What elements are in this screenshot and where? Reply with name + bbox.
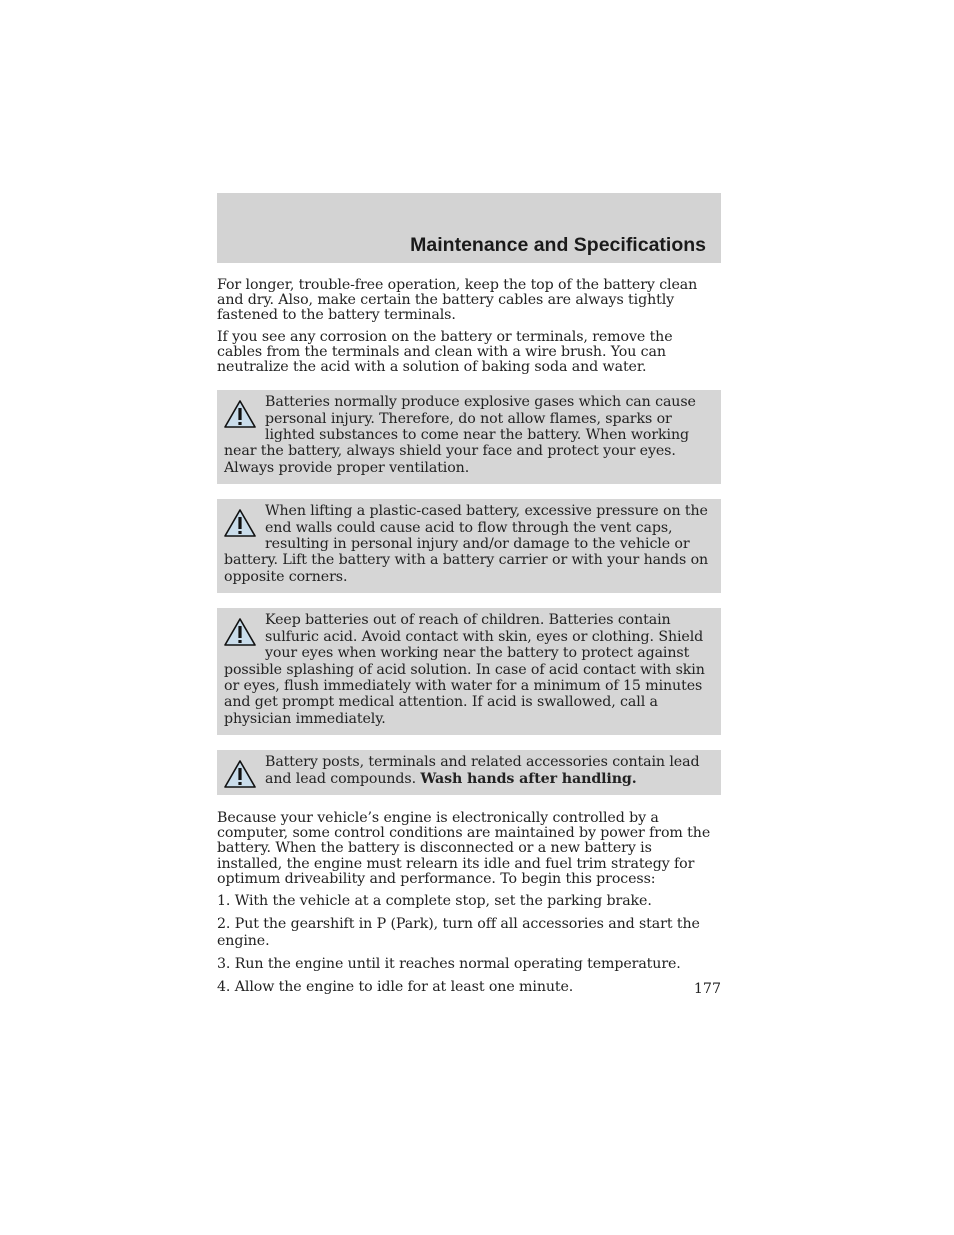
warning-box-children-acid [217, 608, 721, 735]
warning-box-lifting-battery [217, 499, 721, 593]
section-title: Maintenance and Specifications [410, 234, 706, 256]
page-number: 177 [693, 981, 721, 997]
paragraph-battery-care: For longer, trouble-free operation, keep the top of the battery clean and dry. Also, make certain the battery cables are always tightly fastened to the battery terminals. [217, 277, 698, 324]
step-item: 4. Allow the engine to idle for at least one minute. [217, 978, 574, 995]
page-content [217, 278, 721, 1002]
warning-triangle-icon [223, 508, 257, 538]
warning-emphasis: Wash hands after handling. [420, 770, 637, 787]
warning-text: When lifting a plastic-cased battery, excessive pressure on the end walls could cause acid to flow through the vent caps, resulting in personal injury and/or damage to the vehicle or battery. Lift the battery with a battery carrier or with your hands on opposite corners. [224, 503, 709, 585]
step-item: 2. Put the gearshift in P (Park), turn off all accessories and start the engine. [217, 915, 700, 949]
warning-triangle-icon [223, 617, 257, 647]
warning-text: Keep batteries out of reach of children. Batteries contain sulfuric acid. Avoid contact with skin, eyes or clothing. Shield your eyes when working near the battery to protect against possible splashing of acid solution. In case of acid contact with skin or eyes, flush immediately with water for a minimum of 15 minutes and get prompt medical attention. If acid is swallowed, call a physician immediately. [224, 612, 705, 727]
warning-box-explosive-gases [217, 390, 721, 484]
warning-triangle-icon [223, 759, 257, 789]
warning-text: Batteries normally produce explosive gases which can cause personal injury. Therefore, do not allow flames, sparks or lighted substances to come near the battery. When working near the battery, always shield your face and protect your eyes. Always provide proper ventilation. [224, 394, 696, 476]
warning-text: Battery posts, terminals and related accessories contain lead and lead compounds. [265, 754, 700, 787]
step-item: 3. Run the engine until it reaches normal operating temperature. [217, 955, 681, 972]
warning-triangle-icon [223, 399, 257, 429]
step-item: 1. With the vehicle at a complete stop, set the parking brake. [217, 892, 652, 909]
paragraph-engine-relearn: Because your vehicle’s engine is electronically controlled by a computer, some control conditions are maintained by power from the battery. When the battery is disconnected or a new battery is installed, the engine must relearn its idle and fuel trim strategy for optimum driveability and performance. To begin this process: [217, 809, 711, 887]
warning-box-lead-compounds [217, 750, 721, 795]
paragraph-corrosion: If you see any corrosion on the battery or terminals, remove the cables from the terminals and clean with a wire brush. You can neutralize the acid with a solution of baking soda and water. [217, 328, 673, 376]
section-header-band [217, 193, 721, 263]
